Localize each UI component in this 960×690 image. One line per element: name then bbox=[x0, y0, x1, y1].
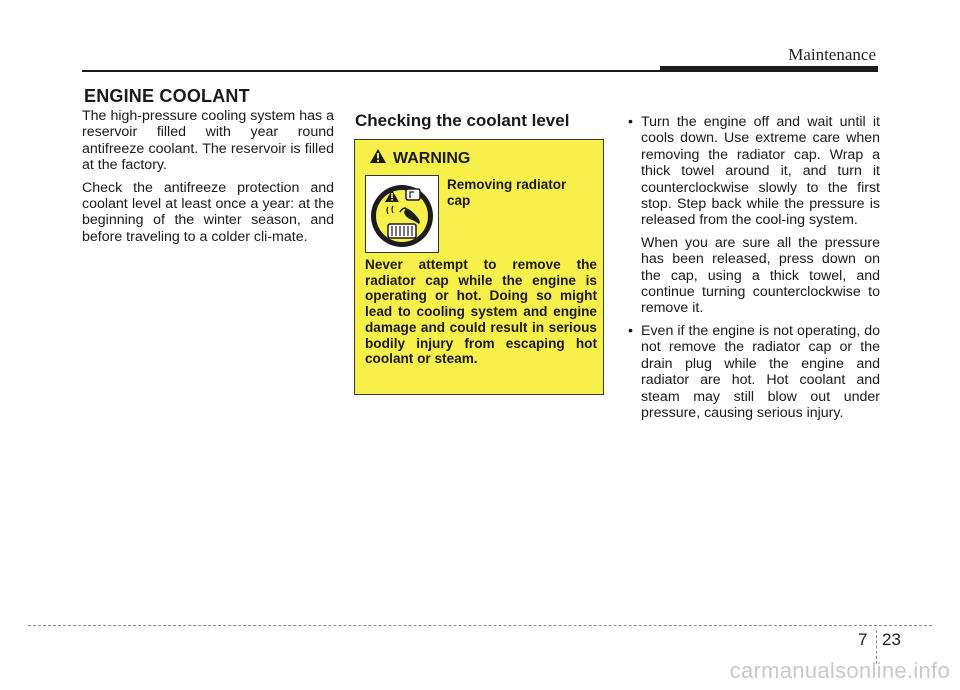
radiator-cap-hot-warning-icon bbox=[365, 175, 439, 253]
warning-title: WARNING bbox=[393, 149, 471, 167]
list-item bbox=[618, 114, 880, 317]
intro-column bbox=[82, 108, 334, 251]
subheading: Checking the coolant level bbox=[355, 111, 570, 130]
bullet-text: Turn the engine off and wait until it cools down. Use extreme care when removing the radiator cap. Wrap a thick towel around it, and turn it counterclockwise slowly to the first stop. Step back while the pressure is released from the cool-ing system. bbox=[641, 114, 880, 229]
bullet-text: Even if the engine is not operating, do not remove the radiator cap or the drain plug while the engine and radiator are hot. Hot coolant and steam may still blow out under pressure, causing serious injury. bbox=[641, 322, 880, 421]
instructions-column bbox=[618, 114, 880, 427]
bullet-marker: • bbox=[628, 114, 633, 130]
warning-triangle-icon bbox=[369, 148, 387, 169]
list-item bbox=[618, 323, 880, 421]
warning-subtitle: Removing radiator cap bbox=[447, 177, 567, 208]
header-rule bbox=[82, 70, 660, 72]
watermark: carmanualsonline.info bbox=[729, 658, 950, 683]
footer-rule bbox=[28, 625, 932, 626]
bullet-continuation: When you are sure all the pressure has been released, press down on the cap, using a thick towel, and continue turning counterclockwise to remove it. bbox=[641, 234, 880, 317]
chapter-number: 7 bbox=[858, 630, 868, 649]
header-accent-bar bbox=[660, 66, 878, 72]
warning-text: Never attempt to remove the radiator cap while the engine is operating or hot. Doing so might lead to cooling system and engine damage and could result in serious bodily injury from escaping hot coolant or steam. bbox=[365, 257, 597, 367]
warning-header bbox=[369, 148, 470, 169]
section-title: Maintenance bbox=[788, 45, 876, 64]
bullet-marker: • bbox=[628, 322, 633, 339]
warning-box bbox=[354, 139, 604, 395]
page-heading: ENGINE COOLANT bbox=[84, 86, 250, 106]
page-number: 23 bbox=[882, 630, 901, 649]
intro-paragraph: The high-pressure cooling system has a reservoir filled with year round antifreeze coolant. The reservoir is filled at the factory. bbox=[82, 108, 334, 174]
intro-paragraph: Check the antifreeze protection and coolant level at least once a year: at the beginning of the winter season, and before traveling to a colder cli-mate. bbox=[82, 179, 334, 245]
